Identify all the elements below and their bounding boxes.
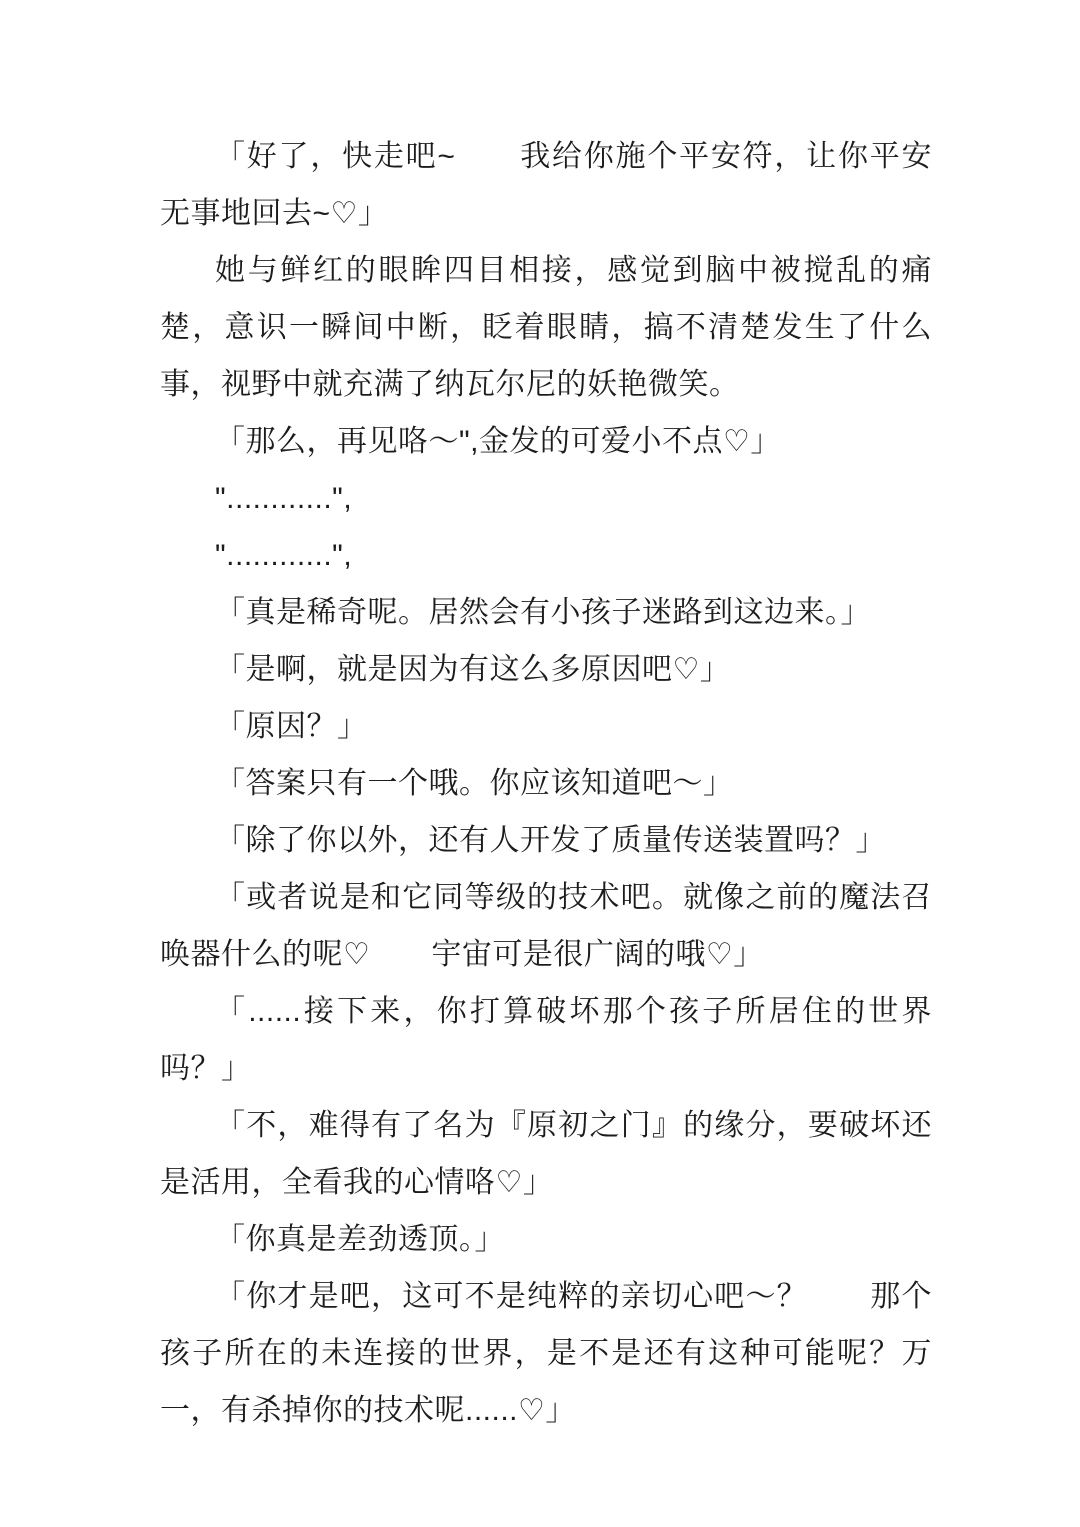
paragraph: 「你才是吧，这可不是纯粹的亲切心吧～？ 那个孩子所在的未连接的世界，是不是还有这种可能呢？万一，有杀掉你的技术呢......♡」 <box>160 1280 932 1427</box>
paragraph: 「或者说是和它同等级的技术吧。就像之前的魔法召唤器什么的呢♡ 宇宙可是很广阔的哦♡」 <box>160 881 932 971</box>
paragraph: 「那么，再见咯～",金发的可爱小不点♡」 <box>215 425 781 458</box>
paragraph: 「是啊，就是因为有这么多原因吧♡」 <box>215 653 731 686</box>
paragraph: "............", <box>215 539 353 572</box>
paragraph: 「好了，快走吧~ 我给你施个平安符，让你平安无事地回去~♡」 <box>160 140 932 230</box>
paragraph: 她与鲜红的眼眸四目相接，感觉到脑中被搅乱的痛楚，意识一瞬间中断，眨着眼睛，搞不清楚发生了什么事，视野中就充满了纳瓦尔尼的妖艳微笑。 <box>160 254 932 401</box>
text-content <box>160 128 932 1439</box>
paragraph: 「除了你以外，还有人开发了质量传送装置吗？」 <box>215 824 886 857</box>
paragraph: 「你真是差劲透顶。」 <box>215 1223 505 1256</box>
paragraph: "............", <box>215 482 353 515</box>
paragraph: 「......接下来，你打算破坏那个孩子所居住的世界吗？」 <box>160 995 932 1085</box>
paragraph: 「不，难得有了名为『原初之门』的缘分，要破坏还是活用，全看我的心情咯♡」 <box>160 1109 932 1199</box>
paragraph: 「答案只有一个哦。你应该知道吧～」 <box>215 767 734 800</box>
paragraph: 「原因？」 <box>215 710 368 743</box>
paragraph: 「真是稀奇呢。居然会有小孩子迷路到这边来。」 <box>215 596 871 629</box>
